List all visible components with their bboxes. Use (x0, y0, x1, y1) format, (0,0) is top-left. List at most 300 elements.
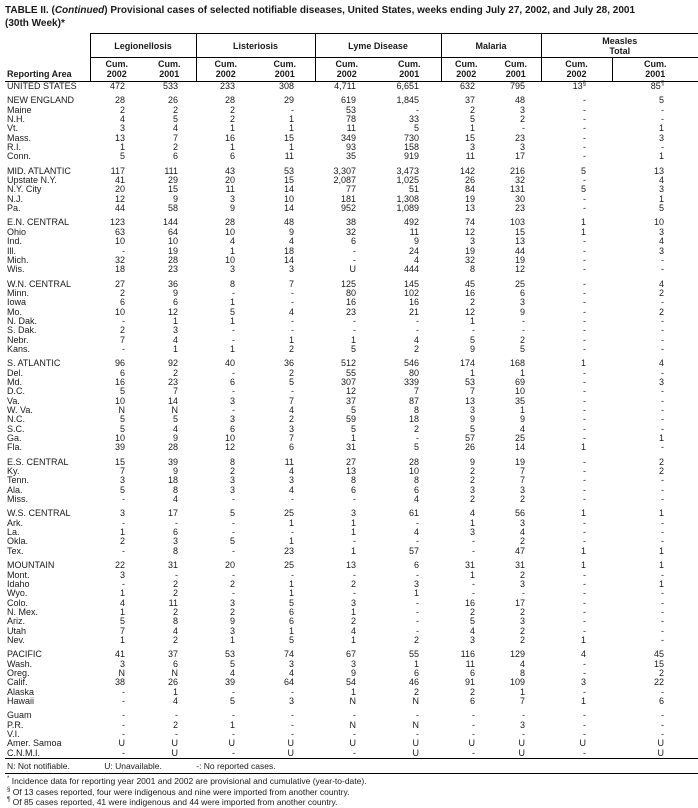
value-cell: 1 (659, 545, 665, 556)
value-cell: - (583, 343, 587, 354)
value-cell: 14 (284, 184, 295, 195)
title-continued: Continued (54, 5, 105, 16)
value-cell: 11 (465, 151, 476, 162)
cum-header-row (5, 58, 698, 82)
value-cell: 1 (289, 123, 295, 134)
value-cell: 2 (230, 104, 236, 115)
value-cell: 57 (465, 433, 476, 444)
value-cell: 28 (114, 95, 125, 106)
value-cell: 6 (173, 658, 179, 669)
value-cell: 74 (465, 217, 476, 228)
value-cell: 5 (470, 114, 476, 125)
value-cell: - (583, 395, 587, 406)
value-cell: 1 (470, 569, 476, 580)
value-cell: 61 (409, 508, 420, 519)
value-cell: - (661, 719, 665, 730)
value-cell: 1,845 (396, 95, 420, 106)
value-cell: 48 (284, 217, 295, 228)
reporting-area-cell: Mo. (7, 307, 23, 317)
value-cell: - (291, 386, 295, 397)
reporting-area-cell: Del. (7, 368, 24, 378)
value-cell: 1 (470, 315, 476, 326)
value-cell: - (232, 710, 236, 721)
value-cell: 1 (581, 217, 587, 228)
value-cell: 9 (470, 456, 476, 467)
value-cell: U (118, 738, 125, 749)
value-cell: 27 (114, 278, 125, 289)
value-cell: - (232, 405, 236, 415)
value-cell: 10 (225, 433, 236, 444)
value-cell: 57 (409, 545, 420, 556)
value-cell: 3 (520, 719, 526, 730)
value-cell: 9 (470, 343, 476, 354)
value-cell: - (583, 151, 587, 162)
value-cell: - (583, 710, 587, 721)
table-row (5, 721, 698, 730)
reporting-area-cell: Wash. (7, 659, 33, 669)
value-cell: 2 (659, 287, 665, 298)
legend-row (5, 759, 698, 774)
reporting-area-cell: Pa. (7, 204, 21, 214)
reporting-area-cell: Ky. (7, 467, 20, 477)
value-cell: 142 (459, 165, 476, 176)
value-cell: 18 (114, 264, 125, 275)
value-cell: 2 (520, 569, 526, 580)
value-cell: - (661, 334, 665, 345)
col-mea-cum2002 (541, 58, 612, 82)
value-cell: 3 (520, 616, 526, 627)
value-cell: 8 (470, 264, 476, 275)
value-cell: U (349, 738, 357, 749)
value-cell: 3 (230, 264, 236, 275)
value-cell: 92 (168, 358, 179, 369)
reporting-area-cell: E.S. CENTRAL (7, 457, 69, 467)
value-cell: - (175, 710, 179, 721)
value-cell: 6 (351, 484, 357, 495)
value-cell: 168 (509, 358, 526, 369)
value-cell: 5 (119, 414, 125, 425)
reporting-area-cell: Ind. (7, 237, 23, 247)
value-cell: 2 (520, 606, 526, 617)
value-cell: 8 (520, 667, 526, 678)
value-cell: 3 (659, 245, 665, 256)
value-cell: 6 (119, 297, 125, 308)
value-cell: 1 (581, 226, 587, 237)
value-cell: 15 (168, 184, 179, 195)
value-cell: 6 (470, 667, 476, 678)
value-cell: 131 (509, 184, 526, 195)
value-cell: 23 (515, 132, 526, 143)
table-row (5, 495, 698, 504)
reporting-area-cell: S.C. (7, 424, 25, 434)
value-cell: - (416, 517, 420, 528)
value-cell: 3 (351, 597, 357, 608)
value-cell: - (583, 494, 587, 505)
value-cell: U (579, 738, 587, 749)
value-cell: - (583, 297, 587, 308)
value-cell: 4 (173, 123, 179, 134)
value-cell: 1 (173, 686, 179, 697)
reporting-area-cell: UNITED STATES (7, 81, 77, 91)
value-cell: 1 (230, 634, 236, 645)
value-cell: 11 (284, 151, 295, 162)
value-cell: 1 (230, 343, 236, 354)
value-cell: - (472, 325, 476, 336)
value-cell: 14 (168, 395, 179, 406)
value-cell: 307 (340, 376, 357, 387)
reporting-area-cell: C.N.M.I. (5, 749, 90, 759)
value-cell: 4 (470, 625, 476, 636)
value-cell: 5 (173, 114, 179, 125)
value-cell: 1 (230, 245, 236, 256)
value-cell: 1 (581, 695, 587, 706)
value-cell: 6 (173, 151, 179, 162)
value-cell: - (291, 710, 295, 721)
value-cell: 4 (173, 625, 179, 636)
value-cell: 1 (659, 508, 665, 519)
value-cell: - (661, 625, 665, 636)
value-cell: 1 (119, 527, 125, 538)
value-cell: 3 (470, 527, 476, 538)
value-cell: 22 (654, 677, 665, 688)
value-cell: 29 (168, 175, 179, 186)
value-cell: U (491, 749, 541, 759)
value-cell: 35 (346, 151, 357, 162)
value-cell: - (353, 569, 357, 580)
table-row (5, 204, 698, 213)
value-cell: 10 (654, 217, 665, 228)
col-lis-cum2001 (255, 58, 315, 82)
value-cell: 58 (168, 203, 179, 214)
table-row (5, 317, 698, 326)
value-cell: 5 (351, 343, 357, 354)
value-cell: 9 (470, 414, 476, 425)
col-leg-cum2001 (143, 58, 196, 82)
value-cell: 41 (114, 175, 125, 186)
value-cell: 4 (414, 494, 420, 505)
value-cell: U (378, 749, 441, 759)
value-cell: 4 (289, 466, 295, 477)
value-cell: - (353, 254, 357, 265)
value-cell: 3 (659, 132, 665, 143)
value-cell: - (583, 597, 587, 608)
value-cell: - (122, 517, 125, 528)
value-cell: - (541, 749, 612, 759)
value-cell: 18 (284, 245, 295, 256)
value-cell: 3 (289, 695, 295, 706)
value-cell: - (583, 484, 587, 495)
value-cell: - (583, 536, 587, 547)
value-cell: 1 (520, 367, 526, 378)
value-cell: - (661, 710, 665, 721)
value-cell: 77 (346, 184, 357, 195)
value-cell: 2 (119, 325, 125, 336)
value-cell: 3 (230, 414, 236, 425)
value-cell: 15 (465, 132, 476, 143)
value-cell: 45 (654, 649, 665, 660)
value-cell: 4 (289, 236, 295, 247)
value-cell: 23 (284, 545, 295, 556)
table-row (5, 749, 698, 759)
value-cell: - (122, 686, 125, 697)
reporting-area-cell: Iowa (7, 298, 27, 308)
value-cell: 2 (173, 719, 179, 730)
value-cell: 10 (409, 466, 420, 477)
value-cell: 32 (515, 175, 526, 186)
col-lyme-cum2001 (378, 58, 441, 82)
value-cell: 17 (515, 151, 526, 162)
col-lyme-cum2002 (315, 58, 378, 82)
value-cell: 1 (289, 114, 295, 125)
value-cell: 3 (520, 104, 526, 115)
value-cell: - (122, 245, 125, 256)
value-cell: - (583, 606, 587, 617)
value-cell: 5 (119, 151, 125, 162)
value-cell: 25 (515, 433, 526, 444)
value-cell: 30 (515, 193, 526, 204)
value-cell: 14 (284, 254, 295, 265)
value-cell: 1 (230, 297, 236, 308)
year-label: 2002 (566, 69, 587, 79)
value-cell: - (353, 494, 357, 505)
value-cell: 13§ (572, 81, 587, 91)
value-cell: 5 (470, 616, 476, 627)
value-cell: 619 (340, 95, 357, 106)
value-cell: 2 (520, 634, 526, 645)
value-cell: 2 (119, 287, 125, 298)
value-cell: 10 (114, 306, 125, 317)
value-cell: 37 (168, 649, 179, 660)
value-cell: 3 (470, 236, 476, 247)
year-label: 2001 (159, 69, 180, 79)
value-cell: - (583, 466, 587, 477)
value-cell: 12 (465, 306, 476, 317)
value-cell: 15 (654, 658, 665, 669)
value-cell: 3 (230, 193, 236, 204)
value-cell: 7 (520, 466, 526, 477)
reporting-area-cell: Tenn. (7, 476, 30, 486)
value-cell: 1 (230, 142, 236, 153)
table-row (5, 443, 698, 452)
reporting-area-cell: MOUNTAIN (7, 561, 55, 571)
reporting-area-cell: Amer. Samoa (7, 739, 62, 749)
table-title (5, 5, 698, 30)
value-cell: - (232, 367, 236, 378)
value-cell: 6 (414, 560, 420, 571)
group-label: Malaria (475, 41, 507, 51)
value-cell: - (583, 588, 587, 599)
value-cell: 4 (520, 658, 526, 669)
value-cell: 27 (346, 456, 357, 467)
value-cell: - (661, 315, 665, 326)
value-cell: 8 (351, 475, 357, 486)
footnote-pilcrow (7, 797, 698, 808)
value-cell: - (416, 315, 420, 326)
value-cell: 8 (414, 405, 420, 415)
value-cell: 1 (173, 343, 179, 354)
value-cell: 3 (520, 484, 526, 495)
value-cell: 2 (414, 634, 420, 645)
value-cell: 13 (346, 466, 357, 477)
value-cell: 39 (168, 456, 179, 467)
value-cell: 26 (465, 442, 476, 453)
value-cell: - (583, 456, 587, 467)
value-cell: 3 (520, 517, 526, 528)
reporting-area-cell: Md. (7, 377, 23, 387)
year-label: 2001 (399, 69, 420, 79)
value-cell: 3 (659, 376, 665, 387)
value-cell: 45 (465, 278, 476, 289)
value-cell: N (349, 719, 357, 730)
value-cell: 1 (659, 151, 665, 162)
value-cell: - (661, 686, 665, 697)
value-cell: U (287, 738, 295, 749)
value-cell: - (583, 95, 587, 106)
table-row (5, 486, 698, 495)
reporting-area-cell: Nebr. (7, 335, 29, 345)
value-cell: 24 (409, 245, 420, 256)
reporting-area-cell: La. (7, 528, 20, 538)
col-lis-cum2002 (196, 58, 255, 82)
value-cell: - (583, 264, 587, 275)
value-cell: 26 (465, 175, 476, 186)
value-cell: - (416, 606, 420, 617)
value-cell: 3,307 (333, 165, 357, 176)
value-cell: 1 (581, 560, 587, 571)
reporting-area-cell: Okla. (7, 537, 29, 547)
reporting-area-cell: Miss. (7, 495, 28, 505)
value-cell: - (232, 545, 236, 556)
reporting-area-cell: N. Dak. (7, 316, 38, 326)
footnote-marker: ¶ (7, 797, 11, 804)
value-cell: 80 (409, 367, 420, 378)
value-cell: 4 (470, 508, 476, 519)
value-cell: 12 (346, 386, 357, 397)
value-cell: 13 (515, 236, 526, 247)
value-cell: - (583, 729, 587, 739)
value-cell: - (122, 494, 125, 505)
footnote-marker: * (7, 776, 10, 783)
value-cell: 2 (173, 634, 179, 645)
value-cell: 7 (520, 475, 526, 486)
value-cell: - (661, 142, 665, 153)
year-label: 2002 (456, 69, 477, 79)
value-cell: 7 (289, 433, 295, 444)
value-cell: 22 (114, 560, 125, 571)
value-cell: 5 (289, 634, 295, 645)
reporting-area-cell: Vt. (7, 124, 19, 134)
value-cell: 6 (659, 695, 665, 706)
value-cell: 952 (340, 203, 357, 214)
value-cell: 47 (515, 545, 526, 556)
value-cell: U (612, 749, 698, 759)
value-cell: 3 (289, 423, 295, 434)
value-cell: - (122, 343, 125, 354)
reporting-area-cell: Calif. (7, 678, 28, 688)
reporting-area-cell: Mass. (7, 133, 32, 143)
value-cell: 39 (225, 677, 236, 688)
value-cell: - (583, 405, 587, 415)
value-cell: 2,087 (333, 175, 357, 186)
value-cell: 80 (346, 287, 357, 298)
value-cell: 3 (119, 569, 125, 580)
value-cell: - (583, 193, 587, 204)
value-cell: U (143, 749, 196, 759)
value-cell: U (657, 738, 665, 749)
value-cell: 546 (403, 358, 420, 369)
value-cell: 1 (520, 686, 526, 697)
value-cell: 4 (581, 649, 587, 660)
value-cell: 7 (119, 466, 125, 477)
value-cell: 4 (230, 236, 236, 247)
value-cell: 53 (465, 376, 476, 387)
reporting-area-cell: V.I. (7, 730, 20, 739)
value-cell: 1,308 (396, 193, 420, 204)
value-cell: - (661, 597, 665, 608)
value-cell: - (583, 527, 587, 538)
value-cell: 2 (470, 494, 476, 505)
value-cell: 5 (119, 616, 125, 627)
value-cell: U (518, 738, 526, 749)
value-cell: 1 (351, 686, 357, 697)
value-cell: 23 (168, 264, 179, 275)
value-cell: U (255, 749, 315, 759)
value-cell: 3 (659, 184, 665, 195)
value-cell: 4 (659, 278, 665, 289)
value-cell: 3 (414, 578, 420, 589)
value-cell: 5 (230, 306, 236, 317)
value-cell: 14 (515, 442, 526, 453)
value-cell: 4 (289, 306, 295, 317)
legend-no-cases: -: No reported cases. (196, 761, 276, 772)
value-cell: 6 (520, 287, 526, 298)
value-cell: 11 (409, 226, 420, 237)
value-cell: 3 (119, 508, 125, 519)
reporting-area-cell: Colo. (7, 598, 29, 608)
value-cell: - (353, 315, 357, 326)
value-cell: 96 (114, 358, 125, 369)
value-cell: 16 (465, 597, 476, 608)
value-cell: 32 (114, 254, 125, 265)
value-cell: 109 (509, 677, 526, 688)
value-cell: - (661, 325, 665, 336)
value-cell: 53 (284, 165, 295, 176)
value-cell: 8 (414, 475, 420, 486)
value-cell: - (353, 245, 357, 256)
reporting-area-cell: Upstate N.Y. (7, 176, 57, 186)
value-cell: 181 (340, 193, 357, 204)
value-cell: 129 (509, 649, 526, 660)
reporting-area-cell: Guam (7, 711, 32, 721)
value-cell: - (583, 376, 587, 387)
value-cell: 5 (119, 386, 125, 397)
value-cell: 7 (414, 386, 420, 397)
value-cell: 31 (346, 442, 357, 453)
value-cell: - (472, 710, 476, 721)
value-cell: 1 (581, 508, 587, 519)
value-cell: 7 (119, 625, 125, 636)
value-cell: 21 (409, 306, 420, 317)
group-header-row (5, 34, 698, 58)
value-cell: 5 (659, 203, 665, 214)
reporting-area-cell: Oreg. (7, 668, 30, 678)
value-cell: - (661, 475, 665, 486)
reporting-area-cell: W.S. CENTRAL (7, 509, 71, 519)
value-cell: 10 (225, 254, 236, 265)
value-cell: 2 (520, 334, 526, 345)
value-cell: 28 (409, 456, 420, 467)
value-cell: 5 (351, 423, 357, 434)
